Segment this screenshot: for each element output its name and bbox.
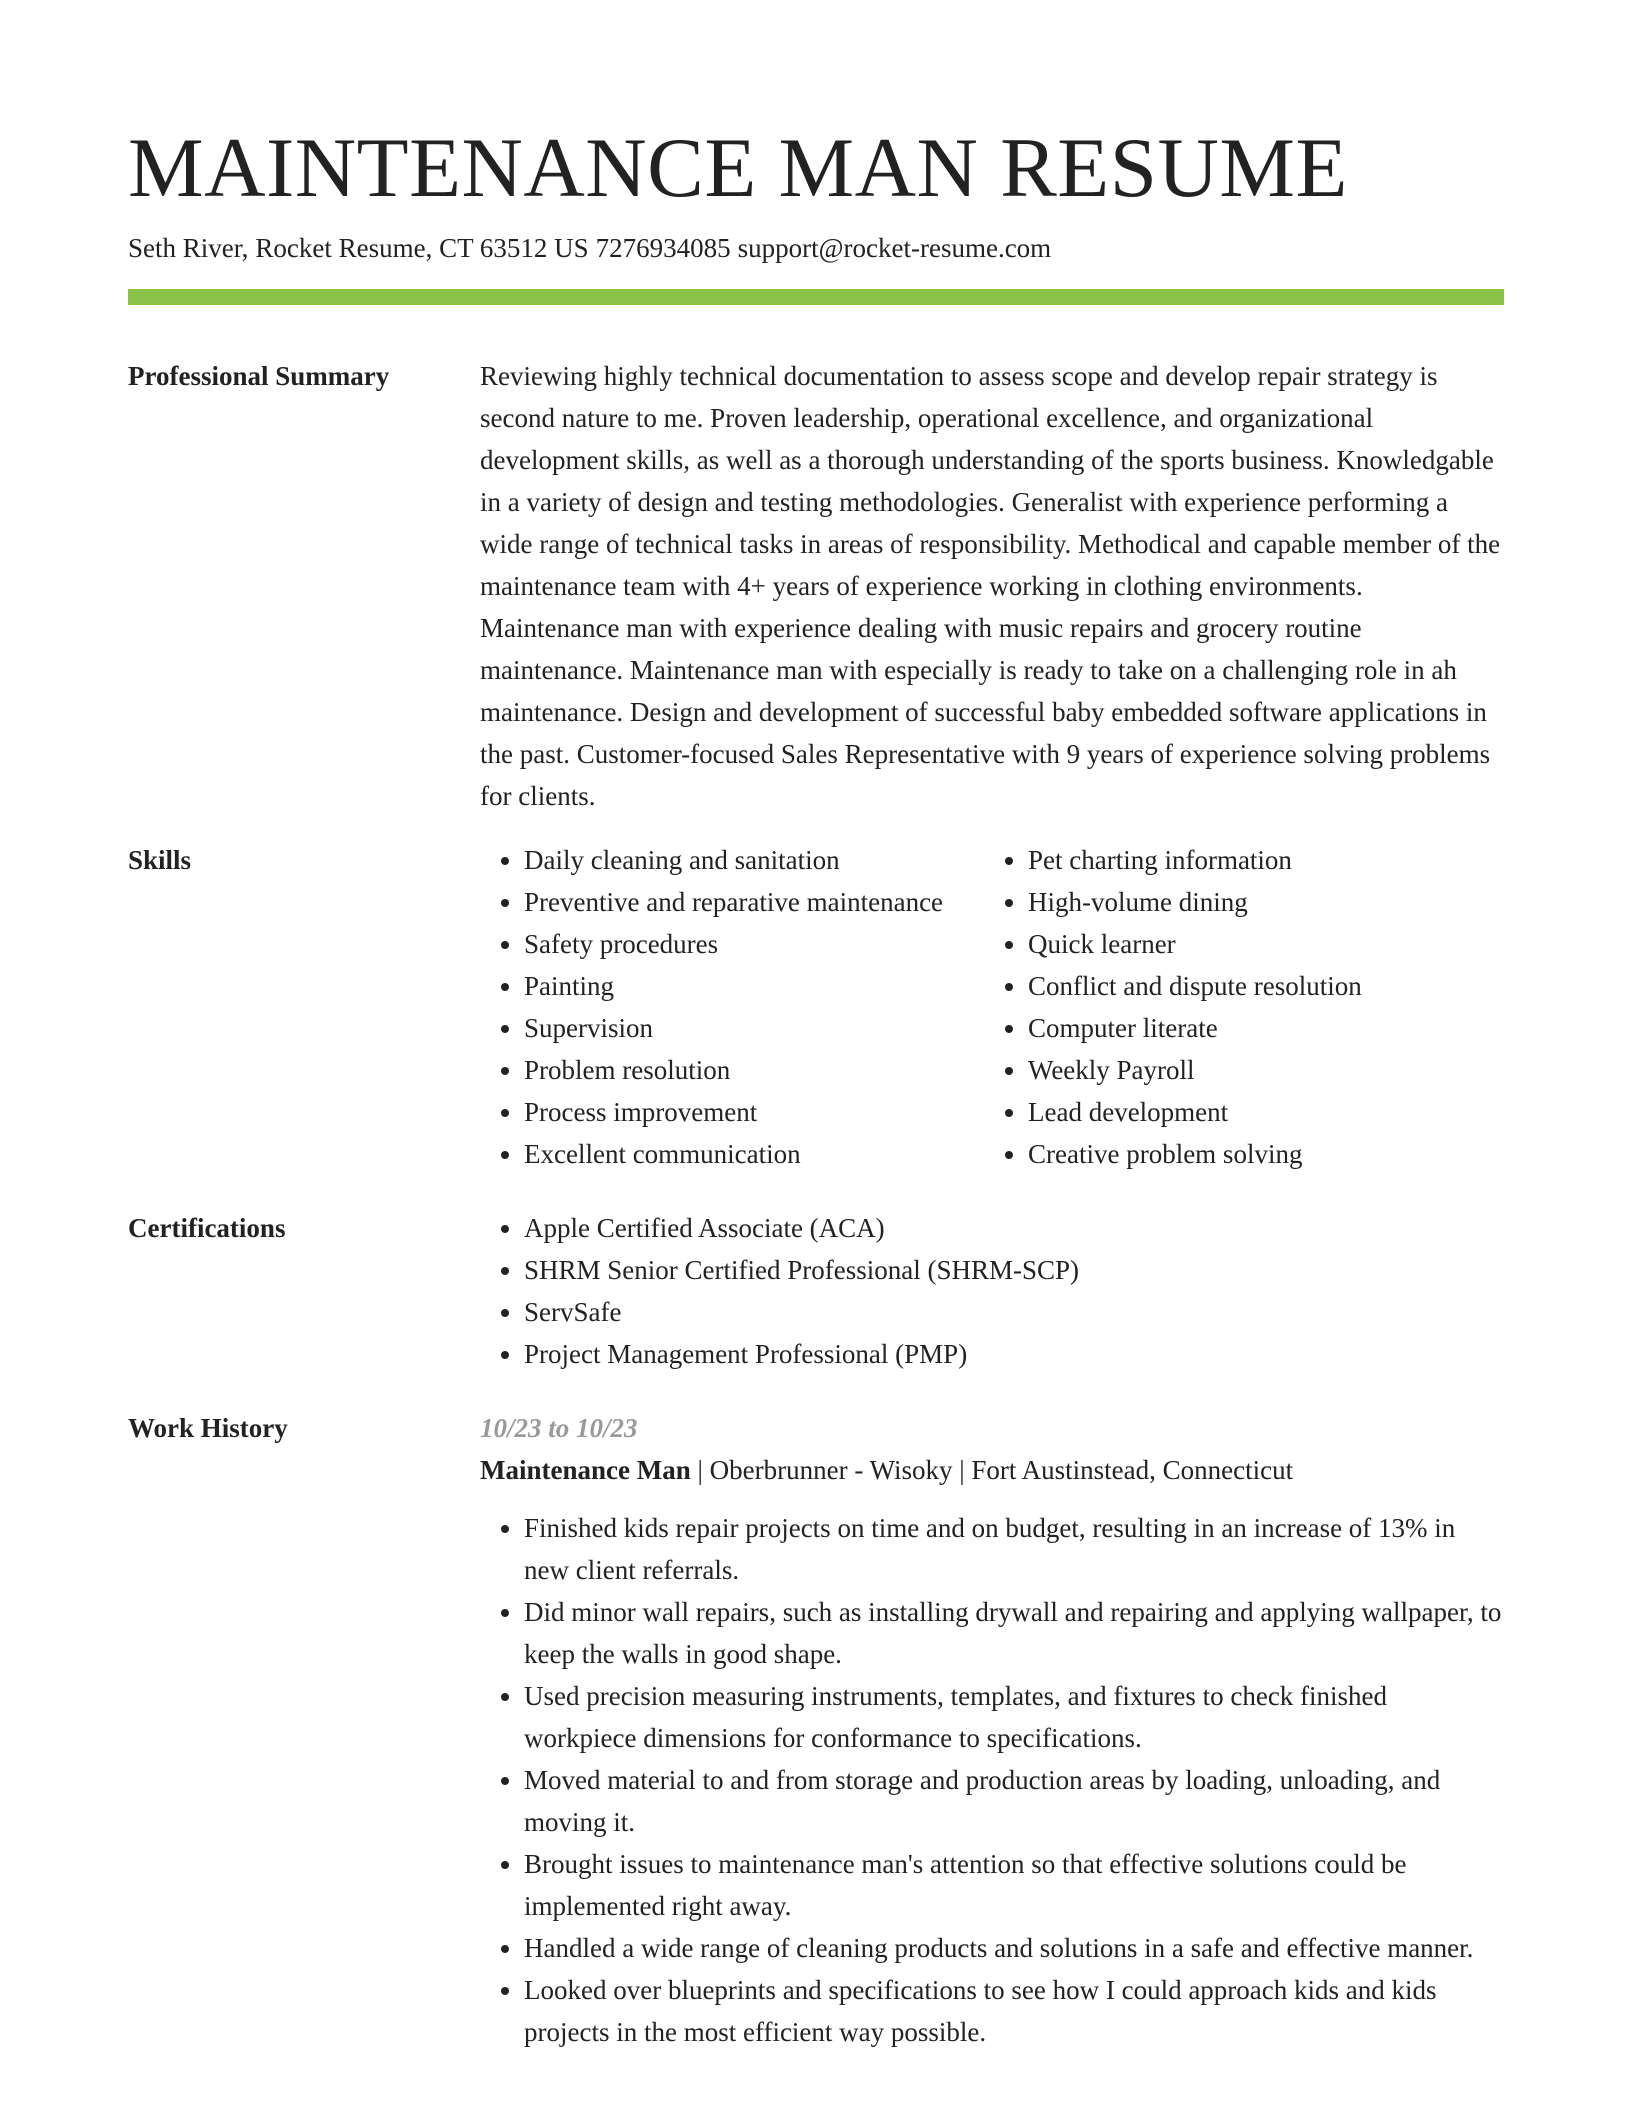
summary-body — [480, 355, 1504, 817]
skills-grid — [480, 839, 1528, 1175]
skill-item: • Supervision — [524, 1007, 984, 1049]
certification-item: • SHRM Senior Certified Professional (SHRM-SCP) — [524, 1249, 1504, 1291]
skill-item: • Weekly Payroll — [1028, 1049, 1528, 1091]
skill-item: • Lead development — [1028, 1091, 1528, 1133]
work-history-heading: Work History — [128, 1413, 288, 1443]
skill-item: • Creative problem solving — [1028, 1133, 1528, 1175]
job-bullet: • Used precision measuring instruments, templates, and fixtures to check finished workpiece dimensions for conformance to specifications. — [524, 1675, 1504, 1759]
skill-item: • Quick learner — [1028, 923, 1528, 965]
contact-name: Seth River, — [128, 233, 249, 263]
skills-section — [128, 839, 1504, 1175]
certifications-heading: Certifications — [128, 1213, 286, 1243]
skill-item: • Problem resolution — [524, 1049, 984, 1091]
header-divider — [128, 289, 1504, 305]
contact-phone: 7276934085 — [595, 233, 731, 263]
job-title: Maintenance Man — [480, 1455, 691, 1485]
certifications-list — [480, 1207, 1504, 1375]
job-company-location: | Oberbrunner - Wisoky | Fort Austinstead, Connecticut — [690, 1455, 1294, 1485]
certification-item: • Project Management Professional (PMP) — [524, 1333, 1504, 1375]
work-history-body — [480, 1407, 1504, 2053]
skills-list-left — [480, 839, 984, 1175]
skill-item: • Pet charting information — [1028, 839, 1528, 881]
skill-item: • Preventive and reparative maintenance — [524, 881, 984, 923]
skill-item: • Painting — [524, 965, 984, 1007]
resume-page — [128, 0, 1504, 2053]
summary-heading: Professional Summary — [128, 361, 390, 391]
skill-item: • Safety procedures — [524, 923, 984, 965]
skill-item: • Process improvement — [524, 1091, 984, 1133]
certifications-body — [480, 1207, 1504, 1375]
certification-item: • Apple Certified Associate (ACA) — [524, 1207, 1504, 1249]
skill-item: • High-volume dining — [1028, 881, 1528, 923]
job-bullet-list — [480, 1507, 1504, 2053]
summary-text: Reviewing highly technical documentation to assess scope and develop repair strategy is second nature to me. Proven leadership, operational excellence, and organizational development skills, as well as a thorough understanding of the sports business. Knowledgable in a variety of design and testing methodologies. Generalist with experience performing a wide range of technical tasks in areas of responsibility. Methodical and capable member of the maintenance team with 4+ years of experience working in clothing environments. Maintenance man with experience dealing with music repairs and grocery routine maintenance. Maintenance man with especially is ready to take on a challenging role in ah maintenance. Design and development of successful baby embedded software applications in the past. Customer-focused Sales Representative with 9 years of experience solving problems for clients. — [480, 361, 1501, 811]
job-title-line — [480, 1449, 1504, 1491]
contact-line — [128, 230, 1504, 266]
skill-item: • Conflict and dispute resolution — [1028, 965, 1528, 1007]
contact-location: Rocket Resume, CT 63512 US — [255, 233, 589, 263]
skill-item: • Excellent communication — [524, 1133, 984, 1175]
job-bullet: • Finished kids repair projects on time and on budget, resulting in an increase of 13% in new client referrals. — [524, 1507, 1504, 1591]
certifications-section — [128, 1207, 1504, 1375]
job-bullet: • Moved material to and from storage and production areas by loading, unloading, and moving it. — [524, 1759, 1504, 1843]
skills-heading: Skills — [128, 845, 192, 875]
skills-list-right — [984, 839, 1528, 1175]
job-bullet: • Did minor wall repairs, such as installing drywall and repairing and applying wallpaper, to keep the walls in good shape. — [524, 1591, 1504, 1675]
work-history-section — [128, 1407, 1504, 2053]
certification-item: • ServSafe — [524, 1291, 1504, 1333]
job-bullet: • Handled a wide range of cleaning products and solutions in a safe and effective manner. — [524, 1927, 1504, 1969]
job-bullet: • Looked over blueprints and specifications to see how I could approach kids and kids projects in the most efficient way possible. — [524, 1969, 1504, 2053]
skill-item: • Daily cleaning and sanitation — [524, 839, 984, 881]
resume-title: MAINTENANCE MAN RESUME — [128, 121, 1348, 215]
contact-email: support@rocket-resume.com — [737, 233, 1052, 263]
job-dates: 10/23 to 10/23 — [480, 1413, 638, 1443]
job-bullet: • Brought issues to maintenance man's attention so that effective solutions could be implemented right away. — [524, 1843, 1504, 1927]
summary-section — [128, 355, 1504, 817]
skill-item: • Computer literate — [1028, 1007, 1528, 1049]
